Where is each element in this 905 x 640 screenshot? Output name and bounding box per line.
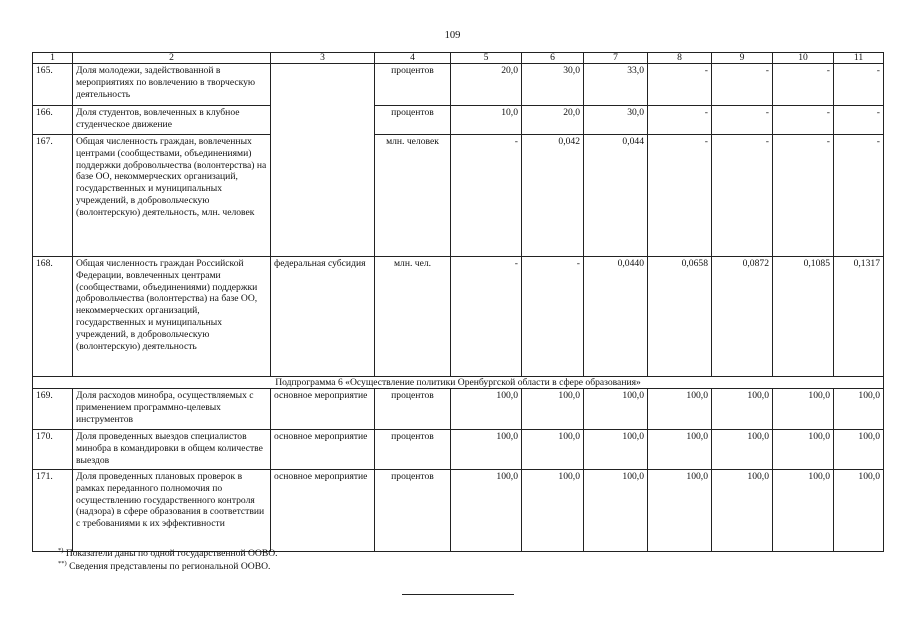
table-row bbox=[33, 430, 884, 470]
section-row bbox=[33, 377, 884, 389]
value-cell: 100,0 bbox=[834, 389, 884, 430]
value-cell: 100,0 bbox=[522, 430, 584, 470]
column-header: 7 bbox=[584, 53, 648, 64]
value-cell: 100,0 bbox=[712, 430, 773, 470]
column-header: 1 bbox=[33, 53, 73, 64]
value-cell: - bbox=[451, 135, 522, 257]
value-cell: 100,0 bbox=[834, 470, 884, 552]
value-cell: - bbox=[648, 135, 712, 257]
value-cell: - bbox=[522, 257, 584, 377]
table-row bbox=[33, 135, 884, 257]
value-cell: - bbox=[712, 106, 773, 135]
footnote-text: Показатели даны по одной государственной ООВО. bbox=[63, 548, 278, 559]
row-number: 170. bbox=[33, 430, 73, 470]
footnote-mark: **) bbox=[58, 559, 67, 567]
column-header: 2 bbox=[73, 53, 271, 64]
value-cell: 100,0 bbox=[451, 470, 522, 552]
value-cell: - bbox=[834, 64, 884, 106]
row-number: 168. bbox=[33, 257, 73, 377]
value-cell: - bbox=[712, 64, 773, 106]
source-cell: основное мероприятие bbox=[271, 470, 375, 552]
value-cell: 0,0440 bbox=[584, 257, 648, 377]
value-cell: 30,0 bbox=[522, 64, 584, 106]
value-cell: - bbox=[773, 135, 834, 257]
value-cell: 20,0 bbox=[451, 64, 522, 106]
value-cell: 100,0 bbox=[522, 470, 584, 552]
value-cell: 100,0 bbox=[712, 389, 773, 430]
value-cell: 0,1317 bbox=[834, 257, 884, 377]
value-cell: 100,0 bbox=[834, 430, 884, 470]
unit-cell: млн. человек bbox=[375, 135, 451, 257]
value-cell: 100,0 bbox=[584, 470, 648, 552]
column-header: 9 bbox=[712, 53, 773, 64]
column-header: 4 bbox=[375, 53, 451, 64]
value-cell: 0,1085 bbox=[773, 257, 834, 377]
value-cell: - bbox=[648, 64, 712, 106]
indicator-name: Доля молодежи, задействованной в мероприятиях по вовлечению в творческую деятельность bbox=[73, 64, 271, 106]
unit-cell: млн. чел. bbox=[375, 257, 451, 377]
value-cell: 10,0 bbox=[451, 106, 522, 135]
indicator-name: Доля расходов минобра, осуществляемых с применением программно-целевых инструментов bbox=[73, 389, 271, 430]
column-header: 6 bbox=[522, 53, 584, 64]
unit-cell: процентов bbox=[375, 470, 451, 552]
source-cell: основное мероприятие bbox=[271, 430, 375, 470]
row-number: 167. bbox=[33, 135, 73, 257]
value-cell: 100,0 bbox=[773, 470, 834, 552]
value-cell: 100,0 bbox=[712, 470, 773, 552]
column-header: 5 bbox=[451, 53, 522, 64]
value-cell: 0,0872 bbox=[712, 257, 773, 377]
indicator-name: Доля проведенных выездов специалистов минобра в командировки в общем количестве выездов bbox=[73, 430, 271, 470]
column-header: 8 bbox=[648, 53, 712, 64]
value-cell: 100,0 bbox=[451, 389, 522, 430]
value-cell: - bbox=[451, 257, 522, 377]
table-row bbox=[33, 106, 884, 135]
source-cell: основное мероприятие bbox=[271, 389, 375, 430]
unit-cell: процентов bbox=[375, 389, 451, 430]
footnote bbox=[58, 547, 278, 560]
value-cell: 0,044 bbox=[584, 135, 648, 257]
value-cell: 33,0 bbox=[584, 64, 648, 106]
unit-cell: процентов bbox=[375, 430, 451, 470]
section-title: Подпрограмма 6 «Осуществление политики Оренбургской области в сфере образования» bbox=[33, 377, 884, 389]
column-header: 10 bbox=[773, 53, 834, 64]
value-cell: - bbox=[712, 135, 773, 257]
column-header: 3 bbox=[271, 53, 375, 64]
value-cell: 100,0 bbox=[773, 430, 834, 470]
table-row bbox=[33, 64, 884, 106]
source-cell: федеральная субсидия bbox=[271, 257, 375, 377]
page-number: 109 bbox=[444, 30, 461, 41]
table-row bbox=[33, 470, 884, 552]
indicator-name: Доля проведенных плановых проверок в рамках переданного полномочия по осуществлению государственного контроля (надзора) в сфере образования в соответствии с требованиями к их эффективности bbox=[73, 470, 271, 552]
unit-cell: процентов bbox=[375, 64, 451, 106]
source-cell-empty bbox=[271, 64, 375, 257]
bottom-rule bbox=[402, 594, 514, 595]
value-cell: - bbox=[648, 106, 712, 135]
value-cell: 100,0 bbox=[648, 470, 712, 552]
value-cell: 100,0 bbox=[451, 430, 522, 470]
footnote-text: Сведения представлены по региональной ООВО. bbox=[66, 561, 271, 572]
value-cell: 100,0 bbox=[584, 389, 648, 430]
indicator-name: Доля студентов, вовлеченных в клубное студенческое движение bbox=[73, 106, 271, 135]
footnote bbox=[58, 560, 278, 573]
value-cell: - bbox=[834, 135, 884, 257]
footnote-mark: *) bbox=[58, 546, 64, 554]
value-cell: - bbox=[773, 64, 834, 106]
row-number: 171. bbox=[33, 470, 73, 552]
value-cell: 100,0 bbox=[648, 430, 712, 470]
value-cell: 0,0658 bbox=[648, 257, 712, 377]
value-cell: 100,0 bbox=[773, 389, 834, 430]
value-cell: 100,0 bbox=[522, 389, 584, 430]
table-row bbox=[33, 389, 884, 430]
value-cell: 0,042 bbox=[522, 135, 584, 257]
indicators-table bbox=[32, 52, 884, 552]
column-header: 11 bbox=[834, 53, 884, 64]
table-row bbox=[33, 257, 884, 377]
unit-cell: процентов bbox=[375, 106, 451, 135]
row-number: 169. bbox=[33, 389, 73, 430]
indicator-name: Общая численность граждан, вовлеченных центрами (сообществами, объединениями) поддержки добровольчества (волонтерства) на базе ОО, некоммерческих организаций, государственных и муниципальных учреждений, в добровольческую (волонтерскую) деятельность, млн. человек bbox=[73, 135, 271, 257]
indicator-name: Общая численность граждан Российской Федерации, вовлеченных центрами (сообществами, объединениями) поддержки добровольчества (волонтерства) на базе ОО, некоммерческих организаций, государственных и муниципальных учреждений, в добровольческую (волонтерскую) деятельность bbox=[73, 257, 271, 377]
value-cell: - bbox=[773, 106, 834, 135]
row-number: 165. bbox=[33, 64, 73, 106]
footnotes bbox=[58, 547, 278, 573]
value-cell: 30,0 bbox=[584, 106, 648, 135]
value-cell: 100,0 bbox=[584, 430, 648, 470]
table-header-row bbox=[33, 53, 884, 64]
row-number: 166. bbox=[33, 106, 73, 135]
value-cell: 20,0 bbox=[522, 106, 584, 135]
value-cell: 100,0 bbox=[648, 389, 712, 430]
value-cell: - bbox=[834, 106, 884, 135]
